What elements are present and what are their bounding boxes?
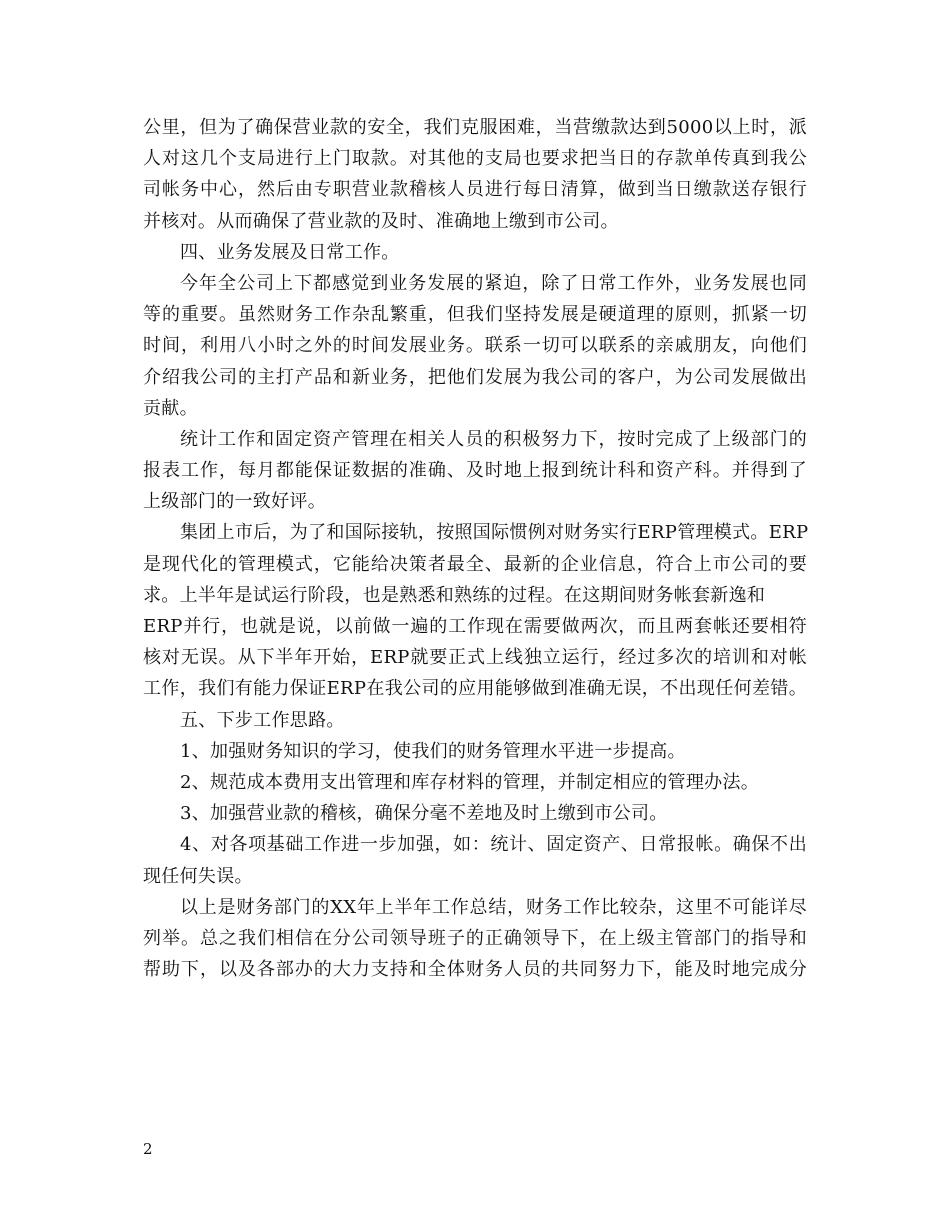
text-line: 帮助下，以及各部办的大力支持和全体财务人员的共同努力下，能及时地完成分 [143,959,807,981]
text-line: 列举。总之我们相信在分公司领导班子的正确领导下，在上级主管部门的指导和 [143,927,807,949]
text-line: 报表工作，每月都能保证数据的准确、及时地上报到统计科和资产科。并得到了 [143,460,807,482]
text-line: 人对这几个支局进行上门取款。对其他的支局也要求把当日的存款单传真到我公 [143,148,807,170]
section-heading: 四、业务发展及日常工作。 [180,241,400,263]
page-number: 2 [143,1140,153,1158]
text-line: 求。上半年是试运行阶段，也是熟悉和熟练的过程。在这期间财务帐套新逸和 [143,584,766,606]
text-line: 以上是财务部门的XX年上半年工作总结，财务工作比较杂，这里不可能详尽 [180,896,807,918]
text-line: 今年全公司上下都感觉到业务发展的紧迫，除了日常工作外，业务发展也同 [180,272,807,294]
list-item: 4、对各项基础工作进一步加强，如：统计、固定资产、日常报帐。确保不出 [180,834,807,856]
text-line: 统计工作和固定资产管理在相关人员的积极努力下，按时完成了上级部门的 [180,428,807,450]
text-line: 现任何失误。 [143,865,253,887]
text-line: 贡献。 [143,397,198,419]
list-item: 3、加强营业款的稽核，确保分毫不差地及时上缴到市公司。 [180,803,668,825]
text-line: 核对无误。从下半年开始，ERP就要正式上线独立运行，经过多次的培训和对帐 [143,647,807,669]
text-line: 公里，但为了确保营业款的安全，我们克服困难，当营缴款达到5000以上时，派 [143,117,807,138]
section-heading: 五、下步工作思路。 [180,709,345,731]
text-line: 司帐务中心，然后由专职营业款稽核人员进行每日清算，做到当日缴款送存银行 [143,179,807,201]
text-line: 上级部门的一致好评。 [143,491,326,513]
list-item: 2、规范成本费用支出管理和库存材料的管理，并制定相应的管理办法。 [180,771,760,793]
text-line: 工作，我们有能力保证ERP在我公司的应用能够做到准确无误，不出现任何差错。 [143,678,807,700]
text-line: 并核对。从而确保了营业款的及时、准确地上缴到市公司。 [143,210,619,232]
text-line: 是现代化的管理模式，它能给决策者最全、最新的企业信息，符合上市公司的要 [143,553,807,575]
text-line: 集团上市后，为了和国际接轨，按照国际惯例对财务实行ERP管理模式。ERP [180,522,809,544]
text-line: 等的重要。虽然财务工作杂乱繁重，但我们坚持发展是硬道理的原则，抓紧一切 [143,304,807,326]
text-line: 介绍我公司的主打产品和新业务，把他们发展为我公司的客户，为公司发展做出 [143,366,807,388]
list-item: 1、加强财务知识的学习，使我们的财务管理水平进一步提高。 [180,740,686,762]
text-line: 时间，利用八小时之外的时间发展业务。联系一切可以联系的亲戚朋友，向他们 [143,335,807,357]
text-line: ERP并行，也就是说，以前做一遍的工作现在需要做两次，而且两套帐还要相符 [143,616,807,637]
body-text [143,112,807,985]
